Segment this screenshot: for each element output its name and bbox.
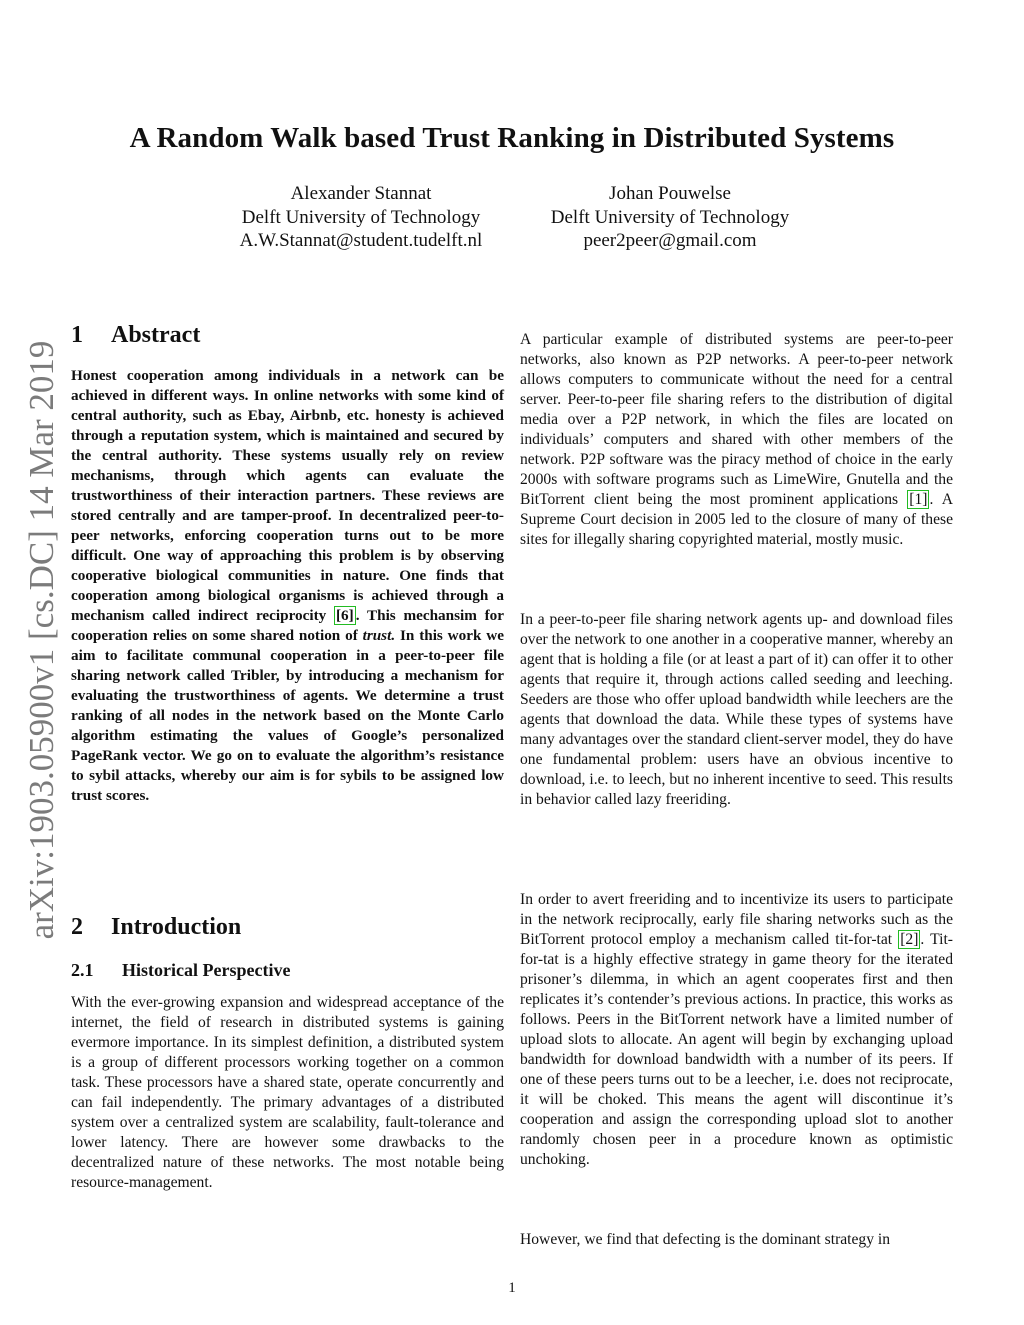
author-affiliation: Delft University of Technology [241, 206, 481, 228]
author-block [210, 182, 512, 253]
section-heading-introduction [71, 914, 241, 941]
subsection-title: Historical Perspective [122, 960, 291, 980]
body-text: . A Supreme Court decision in 2005 led to the closure of many of these sites for illegally sharing copyrighted material, mostly music. [520, 491, 953, 548]
section-title: Abstract [111, 322, 201, 348]
citation-link[interactable]: [1] [909, 491, 928, 508]
right-column-p3 [520, 890, 953, 1170]
right-column-p2 [520, 610, 953, 810]
section-number: 2 [71, 914, 83, 940]
body-text: . Tit-for-tat is a highly effective strategy in game theory for the iterated prisoner’s dilemma, in which an agent cooperates first and then replicates it’s contender’s previous actions. In practice, this works as follows. Peers in the BitTorrent network have a limited number of upload slots to allocate. An agent will begin by exchanging upload bandwidth for download bandwidth with a number of its peers. If one of these peers turns out to be a leecher, i.e. does not reciprocate, it will be choked. This means the agent will discontinue it’s cooperation and assign the corresponding upload slot to another randomly chosen peer in a procedure known as optimistic unchoking. [520, 931, 953, 1168]
abstract-body [71, 366, 504, 806]
abstract-text: Honest cooperation among individuals in a network can be achieved in different ways. In online networks with some kind of central authority, such as Ebay, Airbnb, etc. honesty is achieved through a reputation system, which is maintained and secured by the central authority. These systems usually rely on review mechanisms, through which agents can evaluate the trustworthiness of their interaction partners. These reviews are stored centrally and are tamper-proof. In decentralized peer-to-peer networks, enforcing cooperation turns out to be more difficult. One way of approaching this problem is by observing cooperative biological communities in nature. One finds that cooperation among biological organisms is achieved through a mechanism called indirect reciprocity [71, 367, 504, 624]
body-paragraph [520, 890, 953, 1170]
section-title: Introduction [111, 914, 242, 940]
author-affiliation: Delft University of Technology [550, 206, 790, 228]
abstract-text: . This mechansim for cooperation relies on some shared notion of [71, 607, 504, 644]
paper-title: A Random Walk based Trust Ranking in Distributed Systems [129, 122, 895, 154]
author-block [530, 182, 810, 253]
right-column-p4 [520, 1230, 953, 1250]
intro-body [71, 993, 504, 1193]
body-text: In order to avert freeriding and to incentivize its users to participate in the network reciprocally, early file sharing networks such as the BitTorrent protocol employ a mechanism called tit-for-tat [520, 891, 953, 948]
author-name: Johan Pouwelse [609, 183, 731, 204]
section-number: 1 [71, 322, 83, 348]
page-number: 1 [508, 1280, 516, 1296]
body-text: A particular example of distributed systems are peer-to-peer networks, also known as P2P networks. A peer-to-peer network allows computers to communicate without the need for a central server. Peer-to-peer file sharing refers to the distribution of digital media over a P2P network, in which the files are located on individuals’ computers and shared with other members of the network. P2P software was the piracy method of choice in the early 2000s with software programs such as LimeWire, Gnutella and the BitTorrent client being the most prominent applications [520, 331, 953, 508]
arxiv-identifier: arXiv:1903.05900v1 [cs.DC] 14 Mar 2019 [22, 340, 61, 940]
citation-link[interactable]: [6] [336, 607, 354, 624]
body-paragraph: With the ever-growing expansion and widespread acceptance of the internet, the field of research in distributed systems is gaining evermore importance. In its simplest definition, a distributed system is a group of different processors working together on a common task. These processors have a shared state, operate concurrently and can fail independently. The primary advantages of a distributed system over a centralized system are scalability, fault-tolerance and lower latency. There are however some drawbacks to the decentralized nature of these networks. The most notable being resource-management. [71, 994, 504, 1191]
right-column-p1 [520, 330, 953, 550]
body-paragraph: In a peer-to-peer file sharing network agents up- and download files over the network to one another in a cooperative manner, whereby an agent that is holding a file (or at least a part of it) can offer it to other agents that require it, through actions called seeding and leeching. Seeders are those who offer upload bandwidth while leechers are the agents that download the data. While these types of systems have many advantages over the standard client-server model, they do have one fundamental problem: users have an obvious incentive to download, i.e. to leech, but no inherent incentive to seed. This results in behavior called lazy freeriding. [520, 611, 953, 808]
body-paragraph [520, 330, 953, 550]
author-email: peer2peer@gmail.com [583, 230, 757, 251]
author-email: A.W.Stannat@student.tudelft.nl [239, 230, 483, 251]
citation-link[interactable]: [2] [900, 931, 919, 948]
abstract-paragraph [71, 366, 504, 806]
abstract-text: In this work we aim to facilitate communal cooperation in a peer-to-peer file sharing network called Tribler, by introducing a mechanism for evaluating the trustworthiness of agents. We determine a trust ranking of all nodes in the network based on the Monte Carlo algorithm estimating the values of Google’s personalized PageRank vector. We go on to evaluate the algorithm’s resistance to sybil attacks, whereby our aim is for sybils to be assigned low trust scores. [71, 627, 504, 804]
subsection-number: 2.1 [71, 960, 94, 980]
body-paragraph: However, we find that defecting is the dominant strategy in [520, 1231, 891, 1248]
section-heading-abstract [71, 322, 200, 349]
emphasis-text: trust. [362, 627, 396, 644]
subsection-heading [71, 960, 290, 981]
author-name: Alexander Stannat [290, 183, 432, 204]
